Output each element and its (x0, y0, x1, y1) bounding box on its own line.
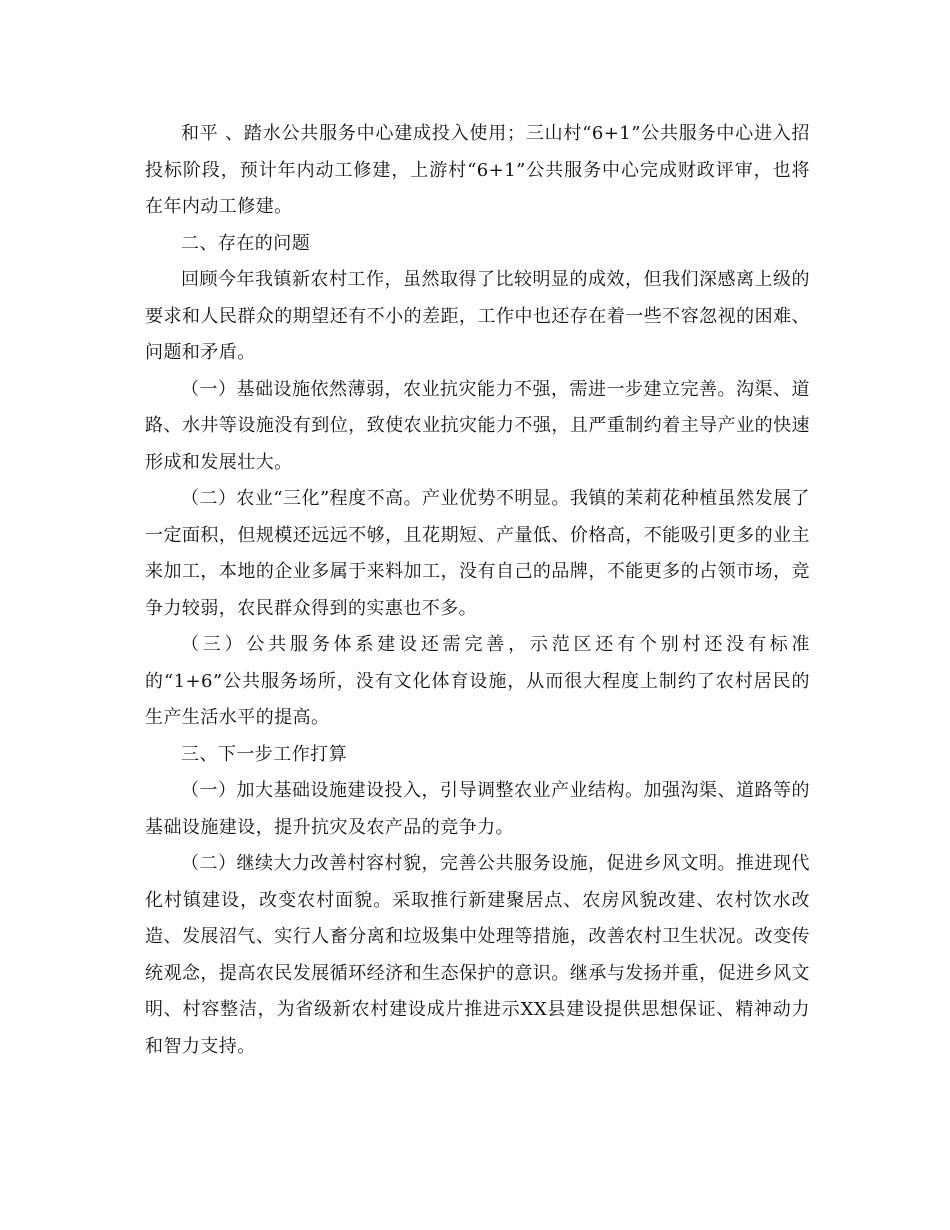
paragraph-plan-infrastructure: （一）加大基础设施建设投入，引导调整农业产业结构。加强沟渠、道路等的基础设施建设，提升抗灾及农产品的竞争力。 (145, 780, 810, 838)
paragraph-problem-public-service: （三）公共服务体系建设还需完善，示范区还有个别村还没有标准的“1+6”公共服务场所，没有文化体育设施，从而很大程度上制约了农村居民的生产生活水平的提高。 (145, 634, 810, 728)
section-heading-next-steps: 三、下一步工作打算 (181, 743, 348, 765)
section-heading-problems: 二、存在的问题 (181, 232, 311, 254)
paragraph-service-centers: 和平 、踏水公共服务中心建成投入使用；三山村“6+1”公共服务中心进入招投标阶段，预计年内动工修建，上游村“6+1”公共服务中心完成财政评审，也将在年内动工修建。 (145, 123, 810, 217)
paragraph-plan-village-appearance: （二）继续大力改善村容村貌，完善公共服务设施，促进乡风文明。推进现代化村镇建设，改变农村面貌。采取推行新建聚居点、农房风貌改建、农村饮水改造、发展沼气、实行人畜分离和垃圾集中处理等措施，改善农村卫生状况。改变传统观念，提高农民发展循环经济和生态保护的意识。继承与发扬并重，促进乡风文明、村容整洁，为省级新农村建设成片推进示XX县建设提供思想保证、精神动力和智力支持。 (145, 853, 810, 1057)
document-body (145, 116, 810, 1065)
paragraph-problem-agriculture: （二）农业“三化”程度不高。产业优势不明显。我镇的茉莉花种植虽然发展了一定面积，但规模还远远不够，且花期短、产量低、价格高，不能吸引更多的业主来加工，本地的企业多属于来料加工，没有自己的品牌，不能更多的占领市场，竞争力较弱，农民群众得到的实惠也不多。 (145, 488, 810, 619)
paragraph-problem-infrastructure: （一）基础设施依然薄弱，农业抗灾能力不强，需进一步建立完善。沟渠、道路、水井等设施没有到位，致使农业抗灾能力不强，且严重制约着主导产业的快速形成和发展壮大。 (145, 378, 810, 473)
paragraph-review: 回顾今年我镇新农村工作，虽然取得了比较明显的成效，但我们深感离上级的要求和人民群众的期望还有不小的差距，工作中也还存在着一些不容忽视的困难、问题和矛盾。 (145, 269, 810, 363)
